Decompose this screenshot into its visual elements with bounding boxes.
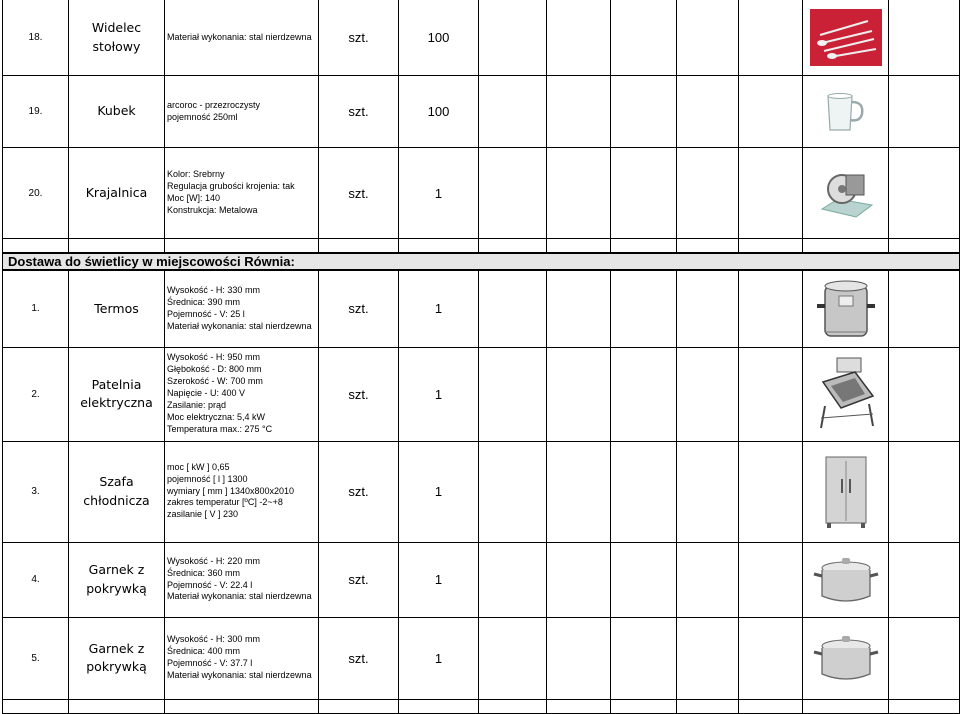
- row-number: 1.: [3, 270, 69, 347]
- empty-cell: [479, 270, 547, 347]
- spec-line: Wysokość - H: 220 mm: [167, 555, 260, 566]
- spec-line: Średnica: 360 mm: [167, 567, 241, 578]
- unit-cell: szt.: [319, 441, 399, 542]
- row-number: 20.: [3, 148, 69, 239]
- spec-line: Materiał wykonania: stal nierdzewna: [167, 31, 312, 42]
- empty-cell: [547, 270, 611, 347]
- spec-line: Średnica: 400 mm: [167, 646, 241, 657]
- empty-cell: [677, 148, 739, 239]
- empty-cell: [889, 617, 960, 699]
- empty-cell: [739, 270, 803, 347]
- unit-cell: szt.: [319, 270, 399, 347]
- empty-cell: [677, 542, 739, 617]
- table-row: [3, 542, 960, 617]
- empty-cell: [479, 347, 547, 441]
- empty-cell: [165, 239, 319, 254]
- product-spec: [165, 542, 319, 617]
- empty-cell: [547, 148, 611, 239]
- section-header: [3, 253, 960, 270]
- empty-cell: [803, 699, 889, 713]
- empty-cell: [69, 699, 165, 713]
- empty-cell: [889, 76, 960, 148]
- product-spec: [165, 148, 319, 239]
- spec-line: Temperatura max.: 275 °C: [167, 423, 273, 434]
- row-number: 19.: [3, 76, 69, 148]
- spec-line: pojemność 250ml: [167, 111, 238, 122]
- empty-cell: [547, 441, 611, 542]
- product-spec: [165, 441, 319, 542]
- unit-cell: szt.: [319, 76, 399, 148]
- spec-line: Wysokość - H: 330 mm: [167, 285, 260, 295]
- empty-cell: [739, 239, 803, 254]
- spec-line: Średnica: 390 mm: [167, 296, 241, 307]
- spec-line: Moc elektryczna: 5,4 kW: [167, 411, 266, 422]
- empty-cell: [611, 239, 677, 254]
- slicer-photo: [803, 148, 889, 239]
- empty-cell: [889, 542, 960, 617]
- empty-cell: [889, 347, 960, 441]
- product-spec: [165, 270, 319, 347]
- empty-cell: [479, 0, 547, 76]
- unit-cell: szt.: [319, 542, 399, 617]
- empty-cell: [739, 617, 803, 699]
- empty-cell: [889, 148, 960, 239]
- tilting-pan-photo: [803, 347, 889, 441]
- empty-cell: [677, 239, 739, 254]
- table-row: [3, 76, 960, 148]
- empty-cell: [739, 0, 803, 76]
- table-row: [3, 148, 960, 239]
- empty-cell: [889, 270, 960, 347]
- spec-line: moc [ kW ] 0,65: [167, 461, 230, 472]
- empty-cell: [479, 148, 547, 239]
- spec-line: zakres temperatur [ºC] -2~+8: [167, 497, 283, 508]
- empty-cell: [889, 699, 960, 713]
- empty-cell: [677, 441, 739, 542]
- empty-cell: [479, 617, 547, 699]
- quantity-cell: 1: [399, 148, 479, 239]
- empty-cell: [889, 239, 960, 254]
- product-spec: [165, 347, 319, 441]
- empty-cell: [889, 0, 960, 76]
- empty-cell: [611, 148, 677, 239]
- product-name: Termos: [69, 270, 165, 347]
- empty-cell: [399, 699, 479, 713]
- row-number: 2.: [3, 347, 69, 441]
- empty-cell: [611, 347, 677, 441]
- row-number: 4.: [3, 542, 69, 617]
- empty-cell: [611, 441, 677, 542]
- empty-cell: [165, 699, 319, 713]
- fridge-photo: [803, 441, 889, 542]
- pot-photo: [803, 617, 889, 699]
- empty-cell: [677, 76, 739, 148]
- quantity-cell: 100: [399, 76, 479, 148]
- product-name: Garnek z pokrywką: [69, 542, 165, 617]
- row-number: 5.: [3, 617, 69, 699]
- spec-line: Regulacja grubości krojenia: tak: [167, 181, 295, 192]
- spec-line: Głębokość - D: 800 mm: [167, 364, 262, 375]
- empty-cell: [739, 76, 803, 148]
- product-name: Krajalnica: [69, 148, 165, 239]
- empty-cell: [547, 239, 611, 254]
- empty-cell: [739, 148, 803, 239]
- spec-line: Pojemność - V: 37.7 l: [167, 658, 253, 668]
- empty-cell: [3, 239, 69, 254]
- spec-line: Materiał wykonania: stal nierdzewna: [167, 320, 312, 331]
- product-spec: [165, 0, 319, 76]
- pot-photo: [803, 542, 889, 617]
- spec-line: arcoroc - przezroczysty: [167, 99, 261, 110]
- empty-cell: [611, 617, 677, 699]
- spec-line: Szerokość - W: 700 mm: [167, 376, 263, 387]
- quantity-cell: 100: [399, 0, 479, 76]
- empty-cell: [319, 699, 399, 713]
- empty-cell: [479, 76, 547, 148]
- empty-cell: [3, 699, 69, 713]
- quantity-cell: 1: [399, 270, 479, 347]
- product-name: Patelnia elektryczna: [69, 347, 165, 441]
- empty-cell: [69, 239, 165, 254]
- row-number: 18.: [3, 0, 69, 76]
- unit-cell: szt.: [319, 617, 399, 699]
- spec-line: Materiał wykonania: stal nierdzewna: [167, 669, 312, 680]
- table-row: [3, 441, 960, 542]
- spec-line: Wysokość - H: 300 mm: [167, 634, 260, 645]
- empty-cell: [677, 617, 739, 699]
- thermos-photo: [803, 270, 889, 347]
- unit-cell: szt.: [319, 0, 399, 76]
- table-row: [3, 347, 960, 441]
- product-name: Widelec stołowy: [69, 0, 165, 76]
- empty-cell: [547, 0, 611, 76]
- table-row: [3, 0, 960, 76]
- spec-line: Konstrukcja: Metalowa: [167, 204, 258, 215]
- spec-line: Moc [W]: 140: [167, 193, 221, 203]
- empty-cell: [479, 441, 547, 542]
- empty-cell: [399, 239, 479, 254]
- empty-cell: [547, 542, 611, 617]
- empty-cell: [611, 270, 677, 347]
- empty-cell: [739, 347, 803, 441]
- product-name: Szafa chłodnicza: [69, 441, 165, 542]
- empty-cell: [739, 542, 803, 617]
- product-table: [2, 0, 960, 714]
- spec-line: zasilanie [ V ] 230: [167, 509, 239, 520]
- empty-cell: [319, 239, 399, 254]
- quantity-cell: 1: [399, 542, 479, 617]
- quantity-cell: 1: [399, 441, 479, 542]
- empty-cell: [479, 239, 547, 254]
- empty-cell: [479, 542, 547, 617]
- empty-cell: [547, 699, 611, 713]
- product-spec: [165, 617, 319, 699]
- product-spec: [165, 76, 319, 148]
- cutlery-photo: [803, 0, 889, 76]
- empty-cell: [611, 0, 677, 76]
- empty-cell: [677, 270, 739, 347]
- quantity-cell: 1: [399, 347, 479, 441]
- product-name: Garnek z pokrywką: [69, 617, 165, 699]
- empty-cell: [739, 441, 803, 542]
- empty-cell: [889, 441, 960, 542]
- empty-cell: [611, 699, 677, 713]
- empty-cell: [611, 76, 677, 148]
- quantity-cell: 1: [399, 617, 479, 699]
- product-name: Kubek: [69, 76, 165, 148]
- empty-cell: [611, 542, 677, 617]
- empty-cell: [677, 347, 739, 441]
- empty-cell: [547, 347, 611, 441]
- spec-line: Kolor: Srebrny: [167, 169, 225, 180]
- table-row: [3, 270, 960, 347]
- empty-cell: [479, 699, 547, 713]
- empty-cell: [739, 699, 803, 713]
- spec-line: Pojemność - V: 22.4 l: [167, 579, 253, 590]
- unit-cell: szt.: [319, 148, 399, 239]
- spec-line: Pojemność - V: 25 l: [167, 308, 245, 319]
- empty-cell: [547, 76, 611, 148]
- empty-cell: [677, 699, 739, 713]
- section-title: Dostawa do świetlicy w miejscowości Równia:: [3, 253, 960, 270]
- spec-line: Wysokość - H: 950 mm: [167, 352, 260, 363]
- unit-cell: szt.: [319, 347, 399, 441]
- empty-cell: [677, 0, 739, 76]
- spec-line: wymiary [ mm ] 1340x800x2010: [167, 485, 295, 496]
- spacer-row: [3, 239, 960, 254]
- empty-cell: [547, 617, 611, 699]
- spec-line: Napięcie - U: 400 V: [167, 388, 246, 399]
- spacer-row: [3, 699, 960, 713]
- empty-cell: [803, 239, 889, 254]
- spec-line: pojemność [ l ] 1300: [167, 473, 248, 484]
- row-number: 3.: [3, 441, 69, 542]
- glass-mug-photo: [803, 76, 889, 148]
- spec-line: Materiał wykonania: stal nierdzewna: [167, 591, 312, 602]
- spec-line: Zasilanie: prąd: [167, 399, 227, 410]
- table-row: [3, 617, 960, 699]
